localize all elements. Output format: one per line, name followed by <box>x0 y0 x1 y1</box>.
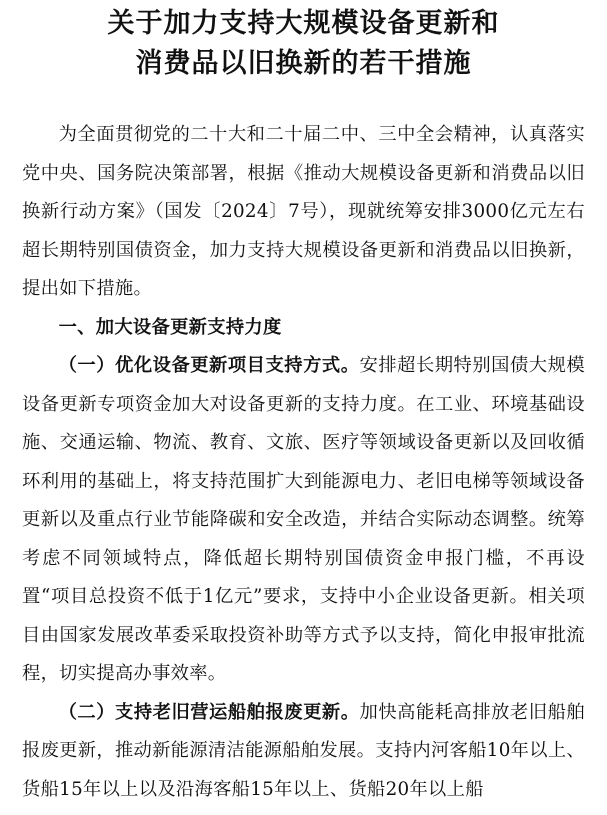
title-line-1: 关于加力支持大规模设备更新和 <box>107 8 500 39</box>
item-1-body: 安排超长期特别国债大规模设备更新专项资金加大对设备更新的支持力度。在工业、环境基础设施、交通运输、物流、教育、文旅、医疗等领域设备更新以及回收循环利用的基础上，将支持范围扩大到能源电力、老旧电梯等领域设备更新以及重点行业节能降碳和安全改造，并结合实际动态调整。统筹考虑不同领域特点，降低超长期特别国债资金申报门槛，不再设置“项目总投资不低于1亿元”要求，支持中小企业设备更新。相关项目由国家发展改革委采取投资补助等方式予以支持，简化申报审批流程，切实提高办事效率。 <box>22 355 585 684</box>
section-heading-1: 一、加大设备更新支持力度 <box>58 316 282 338</box>
item-1-paragraph <box>22 347 585 694</box>
intro-paragraph: 为全面贯彻党的二十大和二十届二中、三中全会精神，认真落实党中央、国务院决策部署，根据《推动大规模设备更新和消费品以旧换新行动方案》（国发〔2024〕7号），现就统筹安排3000亿元左右超长期特别国债资金，加力支持大规模设备更新和消费品以旧换新，提出如下措施。 <box>22 124 585 299</box>
item-2-paragraph <box>22 694 585 810</box>
title-line-2: 消费品以旧换新的若干措施 <box>135 48 472 79</box>
item-2-lead: （二）支持老旧营运船舶报废更新。 <box>58 701 360 723</box>
document-body <box>22 116 585 809</box>
item-1-lead: （一）优化设备更新项目支持方式。 <box>58 355 360 376</box>
item-2-body: 加快高能耗高排放老旧船舶报废更新，推动新能源清洁能源船舶发展。支持内河客船10年以上、货船15年以上以及沿海客船15年以上、货船20年以上船 <box>22 701 585 800</box>
document-title <box>22 0 585 84</box>
